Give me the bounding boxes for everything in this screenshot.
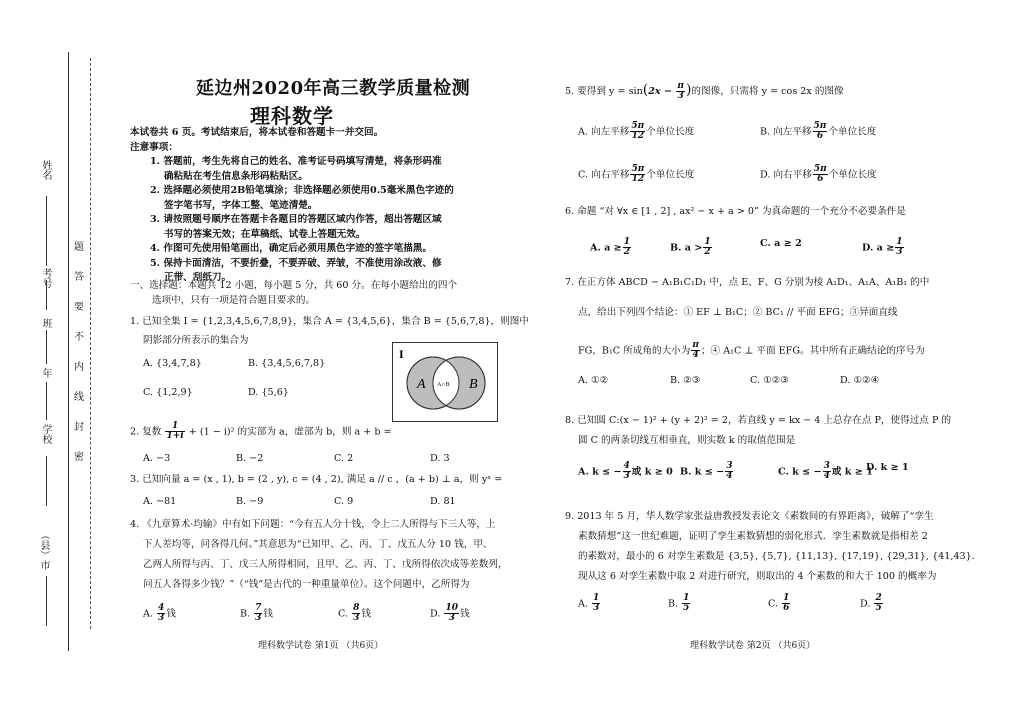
note-line: 确粘贴在考生信息条形码粘贴区。 (164, 170, 308, 182)
option-label: B. 向左平移 (760, 126, 812, 138)
seal-char: 内 (74, 362, 84, 373)
option-tail: 个单位长度 (646, 126, 695, 138)
option-fraction-den: 3 (623, 471, 630, 482)
option-fraction-den: 5 (875, 603, 882, 614)
name-label: 姓名 (40, 160, 51, 180)
option-fraction-num: 1 (683, 593, 690, 603)
note-line: 正带、刮纸刀。 (164, 272, 232, 283)
q7-stem-2: 点，给出下列四个结论：① EF ⊥ B₁C；② BC₁ // 平面 EFG；③异面直线 (578, 307, 898, 318)
venn-diagram (392, 342, 498, 422)
option-fraction-den: 3 (896, 247, 903, 258)
q5-stem: 5. 要得到 y = sin(2x − $\frac{\pi}{3}$ )的图像，只需将 y = cos 2x 的图像 (565, 80, 844, 101)
option-fraction (823, 462, 831, 482)
option-fraction-den: 6 (783, 603, 790, 614)
name-field[interactable] (46, 196, 47, 266)
option-fraction-den: 6 (817, 174, 824, 185)
q4-option-b[interactable] (240, 604, 273, 624)
q3-stem: 3. 已知向量 a = (x , 1), b = (2 , y), c = (4 , 2), 满足 a // c ，(a + b) ⊥ a，则 yˣ = (130, 474, 503, 485)
option-label: C. (768, 598, 782, 610)
q5-option-b[interactable] (760, 122, 876, 142)
page-footer-1: 理科数学试卷 第1页 （共6页） (258, 641, 384, 651)
option-fraction-den: 12 (631, 174, 645, 185)
option-label: D. (430, 608, 444, 620)
q7-option-d[interactable]: D. ①②④ (840, 375, 880, 386)
option-fraction-num: 1 (704, 237, 711, 247)
q2-stem: 2. 复数 $\frac{1}{1+i}$ + (1 − i)² 的实部为 a，虚部为 b，则 a + b = (130, 421, 392, 442)
option-post: 或 k ≥ 1 (831, 466, 873, 478)
q9-stem (565, 507, 981, 587)
option-fraction (157, 604, 165, 624)
q4-line: 下人差均等，问各得几何。”其意思为“已知甲、乙、丙、丁、戊五人分 10 钱，甲、 (143, 539, 493, 550)
q3-option-c[interactable]: C. 9 (334, 496, 354, 507)
option-label: A. (143, 608, 157, 620)
option-fraction-num: 3 (823, 461, 830, 471)
q4-line: 4. 《九章算术·均输》中有如下问题：“今有五人分十钱，令上二人所得与下三人等，上 (130, 519, 496, 530)
option-unit: 钱 (459, 608, 470, 620)
q9-option-c[interactable] (768, 594, 791, 614)
q5-option-d[interactable] (760, 165, 877, 185)
option-fraction (444, 604, 459, 624)
option-fraction-num: 1 (896, 237, 903, 247)
q2-option-b[interactable]: B. −2 (236, 453, 264, 464)
seal-char: 题 (74, 242, 84, 253)
option-pre: A. k ≤ − (578, 466, 622, 478)
q8-option-d[interactable] (866, 462, 909, 473)
q8-option-c[interactable] (778, 462, 873, 482)
option-pre: D. k ≥ 1 (866, 462, 909, 473)
option-fraction-den: 12 (631, 131, 645, 142)
q9-line: 9. 2013 年 5 月，华人数学家张益唐教授发表论文《素数间的有界距离》，破解了“孪生 (565, 511, 934, 522)
option-fraction (630, 122, 645, 142)
q9-option-a[interactable] (578, 594, 601, 614)
option-fraction-num: 5π (813, 121, 827, 131)
option-fraction (254, 604, 262, 624)
q1-option-b[interactable]: B. {3,4,5,6,7,8} (248, 358, 326, 369)
q4-option-c[interactable] (338, 604, 371, 624)
option-unit: 钱 (263, 608, 274, 620)
option-label: D. (860, 598, 874, 610)
q3-option-a[interactable]: A. −81 (143, 496, 177, 507)
option-fraction-num: 5π (631, 164, 645, 174)
strip-solid-line (68, 52, 69, 651)
option-fraction-den: 3 (255, 613, 262, 624)
option-label: C. 向右平移 (578, 169, 630, 181)
option-fraction-num: 1 (623, 237, 630, 247)
q7-stem-3: FG，B₁C 所成角的大小为 $\frac{\pi}{4}$ ；④ A₁C ⊥ 平面 EFG。其中所有正确结论的序号为 (578, 340, 925, 361)
q6-option-b[interactable] (670, 238, 713, 258)
q2-option-c[interactable]: C. 2 (334, 453, 354, 464)
q4-option-a[interactable] (143, 604, 176, 624)
option-fraction (703, 238, 711, 258)
option-fraction-den: 3 (448, 613, 455, 624)
seal-char: 答 (74, 272, 84, 283)
option-fraction-den: 4 (823, 471, 830, 482)
subject-title: 理科数学 (250, 104, 334, 128)
q6-stem: 6. 命题 “对 ∀x ∈ [1 , 2] , ax² − x + a > 0” 为真命题的一个充分不必要条件是 (565, 206, 906, 217)
q9-line: 现从这 6 对孪生素数中取 2 对进行研究，则取出的 4 个素数的和大于 100 的概率为 (578, 571, 937, 582)
page-footer-2: 理科数学试卷 第2页 （共6页） (690, 641, 816, 651)
seal-char: 不 (74, 332, 84, 343)
q4-stem (130, 515, 508, 595)
note-line: 2. 选择题必须使用2B铅笔填涂；非选择题必须使用0.5毫米黑色字迹的 (150, 185, 454, 196)
option-fraction-den: 4 (726, 471, 733, 482)
notes-title: 注意事项： (130, 142, 178, 153)
option-fraction-den: 3 (353, 613, 360, 624)
exam-title: 延边州2020年高三教学质量检测 (196, 78, 471, 99)
q1-option-c[interactable]: C. {1,2,9} (143, 387, 193, 398)
option-fraction (623, 462, 631, 482)
section-heading-2: 选项中，只有一项是符合题目要求的。 (152, 295, 316, 306)
venn-label-mid: A∩B (437, 382, 450, 388)
note-line: 签字笔书写，字体工整、笔迹清楚。 (164, 199, 318, 211)
seal-char: 封 (74, 422, 84, 433)
q7-option-a[interactable]: A. ①② (578, 375, 609, 386)
q8-option-a[interactable] (578, 462, 673, 482)
q7-option-c[interactable]: C. ①②③ (750, 375, 789, 386)
seal-char: 要 (74, 302, 84, 313)
q9-option-d[interactable] (860, 594, 884, 614)
q3-option-b[interactable]: B. −9 (236, 496, 264, 507)
city-field[interactable] (46, 576, 47, 626)
option-unit: 钱 (361, 608, 371, 620)
q6-option-c[interactable] (760, 238, 802, 249)
q2-option-a[interactable]: A. −3 (143, 453, 171, 464)
option-fraction (352, 604, 360, 624)
option-label: B. (668, 598, 682, 610)
seal-char: 密 (74, 452, 84, 463)
q6-option-d[interactable] (862, 238, 905, 258)
q5-option-a[interactable] (578, 122, 694, 142)
notes-list (150, 155, 454, 286)
q1-option-a[interactable]: A. {3,4,7,8} (143, 358, 202, 369)
section-heading: 一、选择题：本题共 12 小题，每小题 5 分，共 60 分。在每小题给出的四个 (130, 280, 458, 291)
option-label: A. 向左平移 (578, 126, 630, 138)
option-fraction-den: 3 (158, 613, 165, 624)
q8-stem-2: 圆 C 的两条切线互相垂直，则实数 k 的取值范围是 (578, 435, 796, 446)
grade-field[interactable] (46, 382, 47, 420)
venn-label-b: B (469, 377, 478, 392)
option-fraction (725, 462, 733, 482)
grade-label: 年 (40, 368, 51, 378)
q9-line: 素数猜想”这一世纪难题，证明了孪生素数猜想的弱化形式．孪生素数就是指相差 2 (578, 531, 928, 542)
option-fraction-num: 3 (726, 461, 733, 471)
option-fraction-den: 6 (816, 131, 824, 142)
class-field[interactable] (46, 330, 47, 364)
q8-stem: 8. 已知圆 C:(x − 1)² + (y + 2)² = 2，若直线 y = kx − 4 上总存在点 P，使得过点 P 的 (565, 415, 952, 426)
option-fraction (813, 165, 828, 185)
note-line: 4. 作图可先使用铅笔画出，确定后必须用黑色字迹的签字笔描黑。 (150, 243, 432, 254)
school-field[interactable] (46, 456, 47, 506)
option-unit: 钱 (166, 608, 176, 620)
q7-stem: 7. 在正方体 ABCD − A₁B₁C₁D₁ 中，点 E、F、G 分别为棱 A₁D₁、A₁A、A₁B₁ 的中 (565, 277, 930, 288)
option-fraction (813, 122, 828, 142)
option-label: D. a ≥ (862, 242, 895, 254)
q5-option-c[interactable] (578, 165, 694, 185)
note-line: 1. 答题前，考生先将自己的姓名、准考证号码填写清楚，将条形码准 (150, 156, 442, 167)
venn-label-i: I (399, 347, 404, 361)
option-post: 或 k ≥ 0 (631, 466, 673, 478)
option-pre: C. k ≤ − (778, 466, 822, 478)
option-fraction (623, 238, 631, 258)
option-pre: B. k ≤ − (680, 466, 725, 478)
option-label: B. a > (670, 242, 703, 254)
option-fraction (592, 594, 600, 614)
option-label: A. a ≥ (590, 242, 622, 254)
option-fraction-den: 2 (623, 247, 630, 258)
q4-option-d[interactable] (430, 604, 470, 624)
note-line: 5. 保持卡面清洁，不要折叠，不要弄破、弄皱，不准使用涂改液、修 (150, 257, 442, 269)
option-fraction (874, 594, 882, 614)
option-fraction-num: 2 (875, 593, 882, 603)
option-tail: 个单位长度 (828, 169, 877, 181)
school-label: 学校 (40, 424, 51, 444)
option-fraction-den: 2 (704, 247, 711, 258)
q1-stem: 1. 已知全集 I = {1,2,3,4,5,6,7,8,9}，集合 A = {3,4,5,6}，集合 B = {5,6,7,8}，则图中 (130, 316, 529, 327)
option-fraction (782, 594, 790, 614)
option-fraction-num: 1 (593, 593, 600, 603)
q9-option-b[interactable] (668, 594, 691, 614)
option-fraction (895, 238, 903, 258)
q3-option-d[interactable]: D. 81 (430, 496, 456, 507)
seal-char: 线 (74, 392, 84, 403)
option-fraction (630, 165, 645, 185)
q1-option-d[interactable]: D. {5,6} (248, 387, 289, 398)
option-fraction (682, 594, 690, 614)
q9-line: 的素数对，最小的 6 对孪生素数是 {3,5}, {5,7}, {11,13}, {17,19}, {29,31}, {41,43}． (578, 551, 982, 562)
exam-label: 考号 (40, 268, 51, 288)
option-label: A. (578, 598, 592, 610)
option-label: B. (240, 608, 254, 620)
option-fraction-num: 5π (813, 164, 827, 174)
option-fraction-num: 1 (783, 593, 790, 603)
class-label: 班 (40, 318, 51, 328)
option-fraction-num: 7 (255, 603, 262, 613)
option-tail: 个单位长度 (646, 169, 695, 181)
intro-text: 本试卷共 6 页。考试结束后，将本试卷和答题卡一并交回。 (130, 127, 384, 138)
option-label: C. a ≥ 2 (760, 238, 802, 249)
strip-dashed-line (90, 58, 91, 629)
q8-option-b[interactable] (680, 462, 734, 482)
option-fraction-den: 3 (593, 603, 600, 614)
q7-option-b[interactable]: B. ②③ (670, 375, 701, 386)
q4-line: 问五人各得多少钱？”（“钱”是古代的一种重量单位）。这个问题中，乙所得为 (143, 579, 470, 590)
option-tail: 个单位长度 (828, 126, 877, 138)
exam-field[interactable] (46, 280, 47, 310)
option-fraction-num: 8 (353, 603, 360, 613)
option-label: D. 向右平移 (760, 169, 812, 181)
option-fraction-num: 5π (631, 121, 645, 131)
city-label: （县）市 (38, 530, 49, 570)
q1-stem-2: 阴影部分所表示的集合为 (143, 335, 249, 346)
option-fraction-num: 4 (158, 603, 165, 613)
note-line: 书写的答案无效；在草稿纸、试卷上答题无效。 (164, 228, 366, 240)
q2-option-d[interactable]: D. 3 (430, 453, 450, 464)
q6-option-a[interactable] (590, 238, 632, 258)
venn-label-a: A (417, 377, 426, 392)
option-fraction-num: 10 (445, 603, 458, 613)
q4-line: 乙两人所得与丙、丁、戊三人所得相同，且甲、乙、丙、丁、戊所得依次成等差数列， (143, 559, 508, 570)
option-fraction-num: 4 (623, 461, 630, 471)
option-fraction-den: 5 (683, 603, 690, 614)
note-line: 3. 请按照题号顺序在答题卡各题目的答题区域内作答，超出答题区域 (150, 214, 442, 225)
option-label: C. (338, 608, 352, 620)
